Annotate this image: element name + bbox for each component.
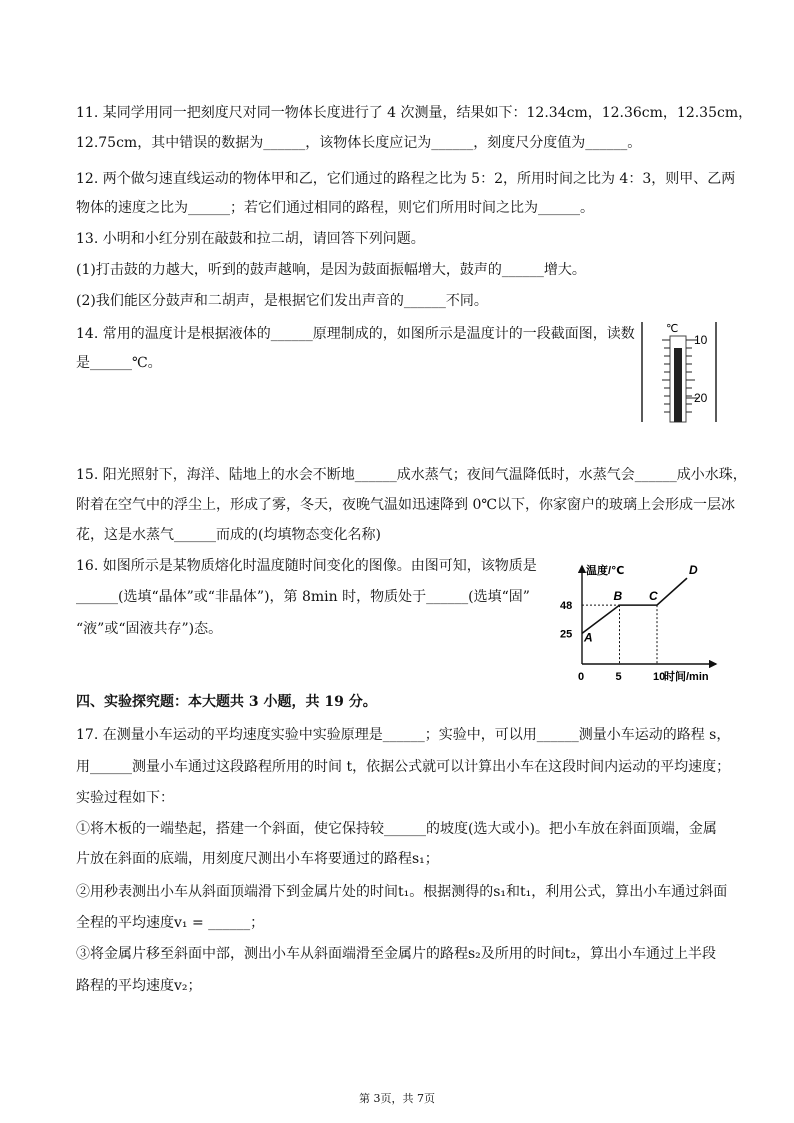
q13-part2: (2)我们能区分鼓声和二胡声，是根据它们发出声音的______不同。: [76, 293, 488, 309]
point-label-a: A: [584, 630, 593, 645]
q11-line2: 12.75cm，其中错误的数据为______，该物体长度应记为______，刻度尺分度值为______。: [76, 135, 642, 151]
q17-step1b: 片放在斜面的底端，用刻度尺测出小车将要通过的路程s₁；: [76, 851, 439, 867]
y-tick-label-48: 48: [560, 600, 573, 613]
x-axis-label: 时间/min: [664, 671, 709, 683]
x-tick-label-0: 0: [578, 671, 585, 683]
q15-line3: 花，这是水蒸气______而成的(均填物态变化名称): [76, 527, 381, 543]
q17-step2a: ②用秒表测出小车从斜面顶端滑下到金属片处的时间t₁。根据测得的s₁和t₁，利用公式，算出小车通过斜面: [76, 884, 728, 900]
point-label-b: B: [613, 589, 623, 604]
q16-line3: “液”或“固液共存”)态。: [76, 621, 223, 637]
q14-line1: 14. 常用的温度计是根据液体的______原理制成的，如图所示是温度计的一段截面图，读数: [76, 326, 635, 342]
q15-line2: 附着在空气中的浮尘上，形成了雾，冬天，夜晚气温如迅速降到 0℃以下，你家窗户的玻璃上会形成一层冰: [76, 497, 736, 513]
thermometer-label-top: 10: [694, 333, 708, 347]
q12-line2: 物体的速度之比为______；若它们通过相同的路程，则它们所用时间之比为______。: [76, 200, 594, 216]
section4-heading: 四、实验探究题：本大题共 3 小题，共 19 分。: [76, 694, 377, 710]
q15-line1: 15. 阳光照射下，海洋、陆地上的水会不断地______成水蒸气；夜间气温降低时，水蒸气会______成小水珠，: [76, 467, 747, 483]
q12-line1: 12. 两个做匀速直线运动的物体甲和乙，它们通过的路程之比为 5：2，所用时间之比为 4：3，则甲、乙两: [76, 171, 736, 187]
q17-line3: 实验过程如下：: [76, 790, 174, 806]
thermometer-figure: [640, 320, 720, 424]
x-tick-label-10: 10: [653, 671, 666, 683]
q17-step1a: ①将木板的一端垫起，搭建一个斜面，使它保持较______的坡度(选大或小)。把小车放在斜面顶端，金属: [76, 821, 717, 837]
q17-line1: 17. 在测量小车运动的平均速度实验中实验原理是______；实验中，可以用______测量小车运动的路程 s，: [76, 727, 731, 743]
q17-step3a: ③将金属片移至斜面中部，测出小车从斜面端滑至金属片的路程s₂及所用的时间t₂，算出小车通过上半段: [76, 946, 717, 962]
y-axis-label: 温度/℃: [586, 565, 625, 577]
q16-line2: ______(选填“晶体”或“非晶体”)，第 8min 时，物质处于______(选填“固”: [76, 589, 530, 605]
y-tick-label-25: 25: [560, 628, 573, 641]
q17-step3b: 路程的平均速度v₂；: [76, 978, 202, 994]
q13-part1: (1)打击鼓的力越大，听到的鼓声越响，是因为鼓面振幅增大，鼓声的______增大。: [76, 262, 586, 278]
chart-guide-lines: [582, 605, 657, 664]
thermometer-unit: ℃: [666, 323, 679, 335]
melting-curve-chart: [556, 560, 724, 684]
q11-line1: 11. 某同学用同一把刻度尺对同一物体长度进行了 4 次测量，结果如下：12.34cm，12.36cm，12.35cm，: [76, 105, 753, 121]
x-tick-label-5: 5: [615, 671, 622, 683]
q14-line2: 是______℃。: [76, 355, 162, 371]
thermometer-label-bottom: 20: [694, 391, 708, 405]
q16-line1: 16. 如图所示是某物质熔化时温度随时间变化的图像。由图可知，该物质是: [76, 558, 537, 574]
q17-step2b: 全程的平均速度v₁ = ______；: [76, 915, 265, 931]
thermometer-liquid-column: [674, 348, 682, 422]
temperature-curve: [582, 578, 687, 633]
q17-line2: 用______测量小车通过这段路程所用的时间 t，依据公式就可以计算出小车在这段时间内运动的平均速度；: [76, 759, 731, 775]
point-label-d: D: [689, 563, 698, 578]
q13-stem: 13. 小明和小红分别在敲鼓和拉二胡，请回答下列问题。: [76, 231, 425, 247]
chart-tick-labels: [560, 600, 665, 683]
point-label-c: C: [649, 589, 658, 604]
page-footer: 第 3页，共 7页: [359, 1092, 435, 1105]
